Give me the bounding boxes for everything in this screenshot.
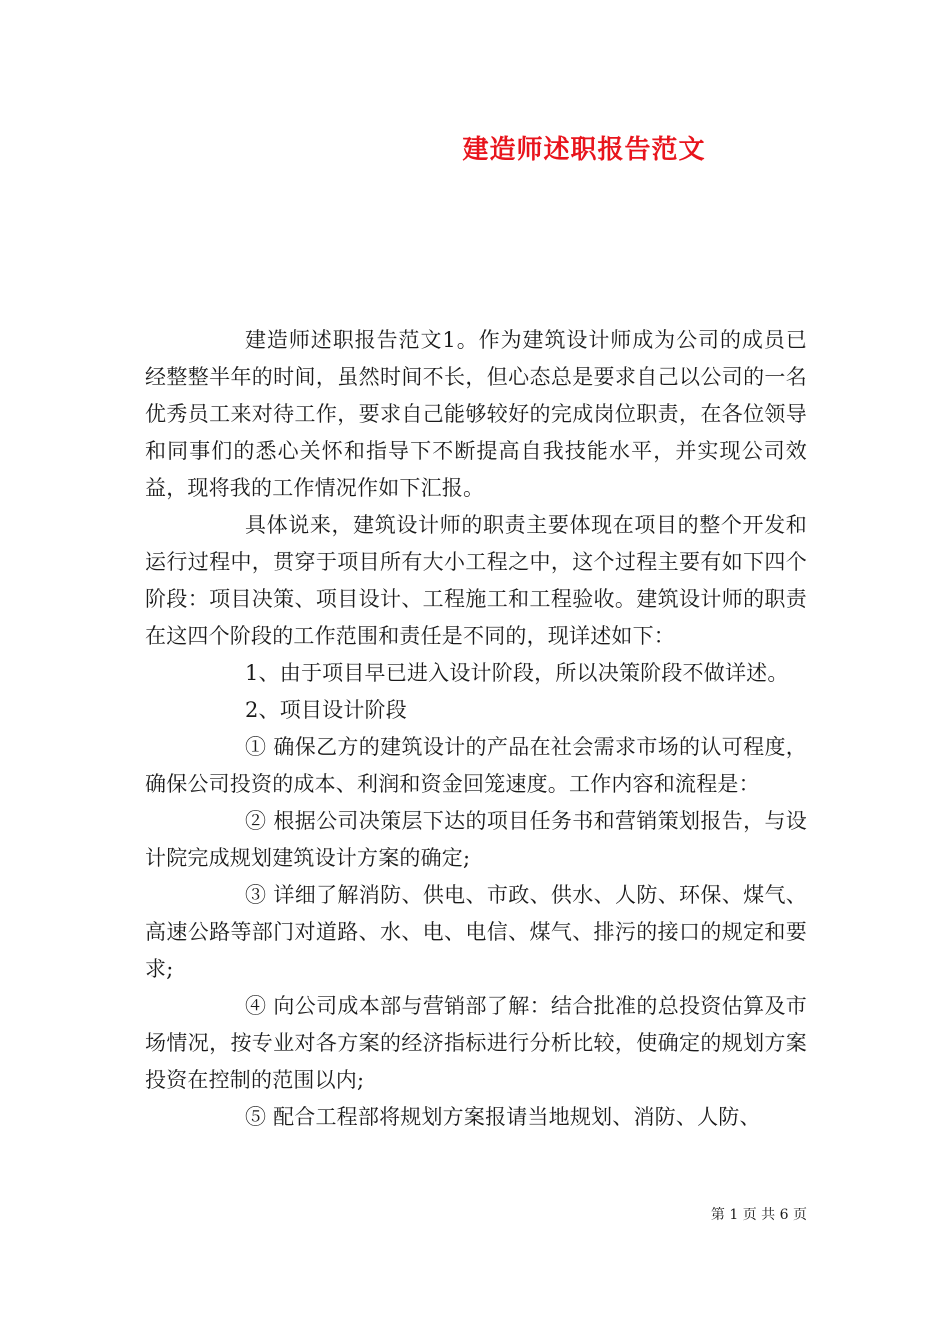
paragraph-item-2: 2、项目设计阶段 [245, 698, 407, 722]
paragraph-intro: 建造师述职报告范文1。作为建筑设计师成为公司的成员已经整整半年的时间，虽然时间不长，但心态总是要求自己以公司的一名优秀员工来对待工作，要求自己能够较好的完成岗位职责，在各位领导和同事们的悉心关怀和指导下不断提高自我技能水平，并实现公司效益，现将我的工作情况作如下汇报。 [145, 328, 807, 500]
paragraph-step-1: ① 确保乙方的建筑设计的产品在社会需求市场的认可程度，确保公司投资的成本、利润和资金回笼速度。工作内容和流程是： [145, 735, 807, 796]
paragraph-item-1: 1、由于项目早已进入设计阶段，所以决策阶段不做详述。 [245, 661, 789, 685]
paragraph-step-3: ③ 详细了解消防、供电、市政、供水、人防、环保、煤气、高速公路等部门对道路、水、电、电信、煤气、排污的接口的规定和要求; [145, 883, 807, 981]
paragraph-step-5: ⑤ 配合工程部将规划方案报请当地规划、消防、人防、 [245, 1105, 761, 1129]
page-title: 建造师述职报告范文 [462, 135, 706, 165]
paragraph-overview: 具体说来，建筑设计师的职责主要体现在项目的整个开发和运行过程中，贯穿于项目所有大小工程之中，这个过程主要有如下四个阶段：项目决策、项目设计、工程施工和工程验收。建筑设计师的职责在这四个阶段的工作范围和责任是不同的，现详述如下： [145, 513, 807, 648]
paragraph-step-4: ④ 向公司成本部与营销部了解：结合批准的总投资估算及市场情况，按专业对各方案的经济指标进行分析比较，使确定的规划方案投资在控制的范围以内; [145, 994, 807, 1092]
document-body [145, 322, 807, 1136]
page-number-footer: 第 1 页 共 6 页 [710, 1207, 807, 1223]
paragraph-step-2: ② 根据公司决策层下达的项目任务书和营销策划报告，与设计院完成规划建筑设计方案的确定; [145, 809, 807, 870]
